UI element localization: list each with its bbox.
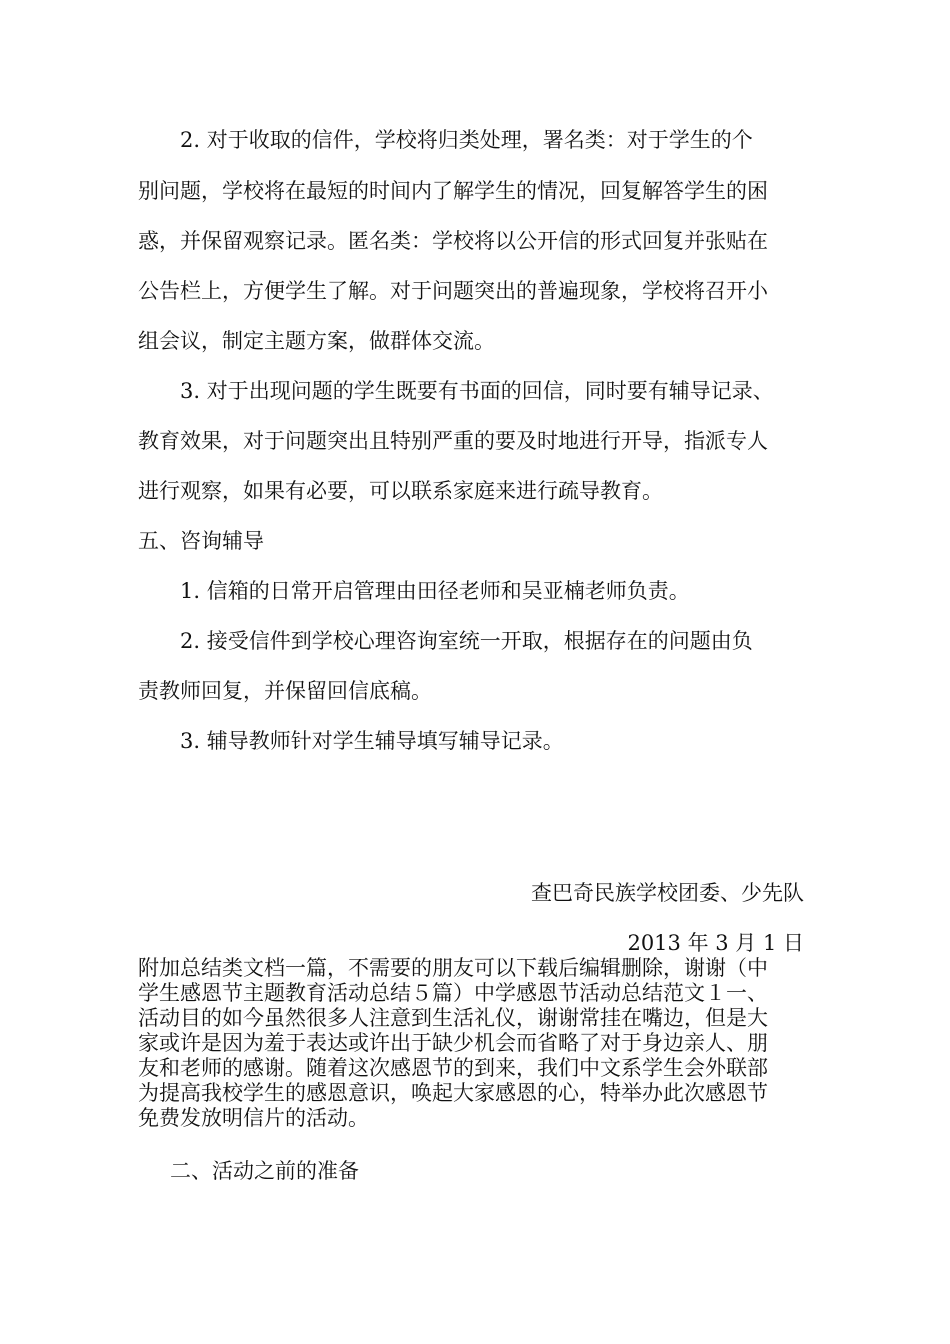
appendix-line: 学生感恩节主题教育活动总结５篇）中学感恩节活动总结范文１一、 [138, 981, 768, 1005]
final-heading: 二、活动之前的准备 [170, 1159, 359, 1183]
appendix-line: 为提高我校学生的感恩意识，唤起大家感恩的心，特举办此次感恩节 [138, 1081, 768, 1105]
appendix-line: 友和老师的感谢。随着这次感恩节的到来，我们中文系学生会外联部 [138, 1056, 768, 1080]
appendix-line: 附加总结类文档一篇，不需要的朋友可以下载后编辑删除，谢谢（中 [138, 956, 768, 980]
paragraph-line: 1. 信箱的日常开启管理由田径老师和吴亚楠老师负责。 [180, 579, 690, 603]
appendix-line: 家或许是因为羞于表达或许出于缺少机会而省略了对于身边亲人、朋 [138, 1031, 768, 1055]
appendix-line: 活动目的如今虽然很多人注意到生活礼仪，谢谢常挂在嘴边，但是大 [138, 1006, 768, 1030]
signature-date: 2013 年 3 月 1 日 [627, 931, 804, 955]
signature-org: 查巴奇民族学校团委、少先队 [531, 881, 804, 905]
paragraph-line: 2. 接受信件到学校心理咨询室统一开取，根据存在的问题由负 [180, 629, 753, 653]
paragraph-line: 责教师回复，并保留回信底稿。 [138, 679, 432, 703]
paragraph-line: 公告栏上，方便学生了解。对于问题突出的普遍现象，学校将召开小 [138, 279, 768, 303]
section-heading: 五、咨询辅导 [138, 529, 264, 553]
paragraph-line: 2. 对于收取的信件，学校将归类处理，署名类：对于学生的个 [180, 128, 753, 152]
paragraph-line: 进行观察，如果有必要，可以联系家庭来进行疏导教育。 [138, 479, 663, 503]
appendix-line: 免费发放明信片的活动。 [138, 1106, 369, 1130]
paragraph-line: 别问题，学校将在最短的时间内了解学生的情况，回复解答学生的困 [138, 179, 768, 203]
paragraph-line: 3. 对于出现问题的学生既要有书面的回信，同时要有辅导记录、 [180, 379, 774, 403]
paragraph-line: 3. 辅导教师针对学生辅导填写辅导记录。 [180, 729, 564, 753]
paragraph-line: 教育效果，对于问题突出且特别严重的要及时地进行开导，指派专人 [138, 429, 768, 453]
paragraph-line: 惑，并保留观察记录。匿名类：学校将以公开信的形式回复并张贴在 [138, 229, 768, 253]
paragraph-line: 组会议，制定主题方案，做群体交流。 [138, 329, 495, 353]
